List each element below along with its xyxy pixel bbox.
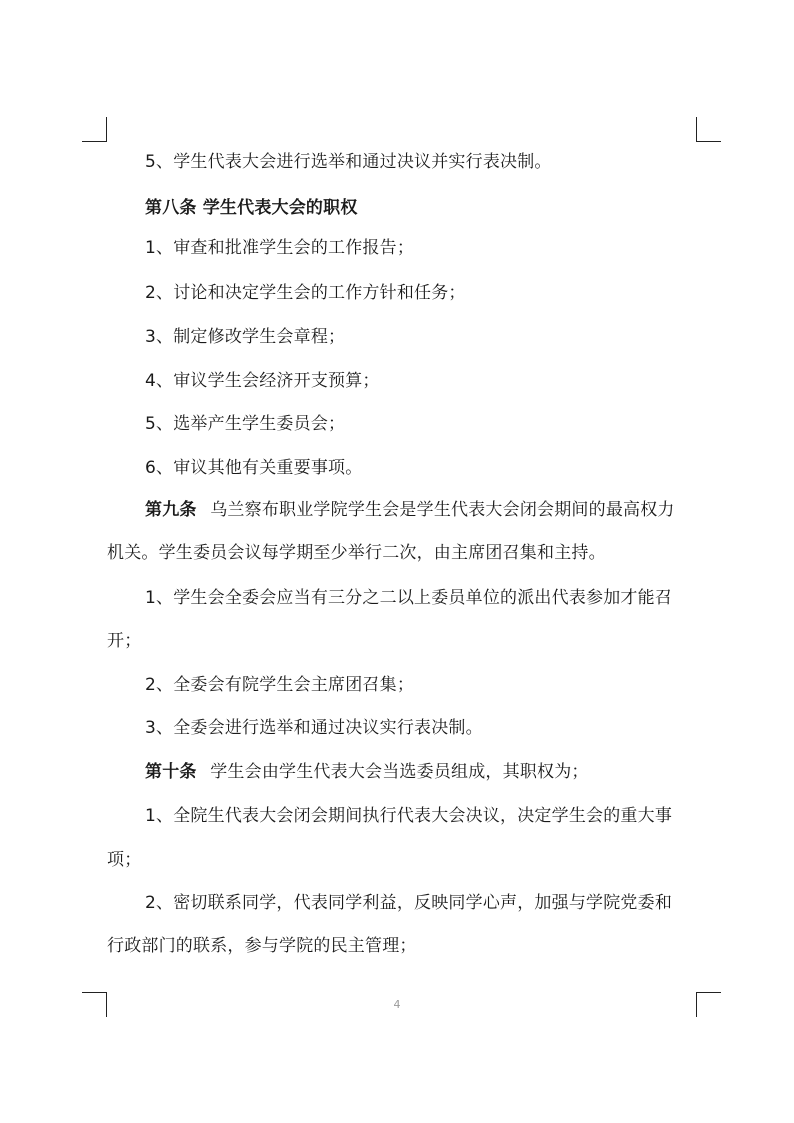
crop-mark-top-right <box>696 117 721 142</box>
list-item: 1、学生会全委会应当有三分之二以上委员单位的派出代表参加才能召 <box>145 588 673 608</box>
list-item: 3、制定修改学生会章程； <box>145 327 346 347</box>
paragraph-continuation: 开； <box>107 631 142 651</box>
list-item: 6、审议其他有关重要事项。 <box>145 458 363 478</box>
article-9-heading: 第九条 <box>145 500 197 520</box>
article-9-text: 乌兰察布职业学院学生会是学生代表大会闭会期间的最高权力 <box>210 500 675 520</box>
list-item: 3、全委会进行选举和通过决议实行表决制。 <box>145 718 483 738</box>
list-item: 5、选举产生学生委员会； <box>145 414 346 434</box>
paragraph-continuation: 项； <box>107 850 142 870</box>
page-number: 4 <box>393 998 401 1011</box>
list-item: 2、全委会有院学生会主席团召集； <box>145 675 415 695</box>
crop-mark-top-left <box>82 117 107 142</box>
article-10-paragraph <box>145 760 589 784</box>
list-item: 2、密切联系同学，代表同学利益，反映同学心声，加强与学院党委和 <box>145 893 673 913</box>
list-item: 2、讨论和决定学生会的工作方针和任务； <box>145 283 466 303</box>
article-9-paragraph <box>145 498 675 522</box>
paragraph-continuation: 机关。学生委员会议每学期至少举行二次，由主席团召集和主持。 <box>107 543 606 563</box>
article-10-heading: 第十条 <box>145 762 197 782</box>
article-10-text: 学生会由学生代表大会当选委员组成，其职权为； <box>210 762 589 782</box>
paragraph: 5、学生代表大会进行选举和通过决议并实行表决制。 <box>145 152 552 172</box>
article-8-heading: 第八条 学生代表大会的职权 <box>145 198 358 218</box>
list-item: 1、审查和批准学生会的工作报告； <box>145 238 415 258</box>
paragraph-continuation: 行政部门的联系，参与学院的民主管理； <box>107 936 417 956</box>
list-item: 1、全院生代表大会闭会期间执行代表大会决议，决定学生会的重大事 <box>145 806 673 826</box>
list-item: 4、审议学生会经济开支预算； <box>145 371 380 391</box>
